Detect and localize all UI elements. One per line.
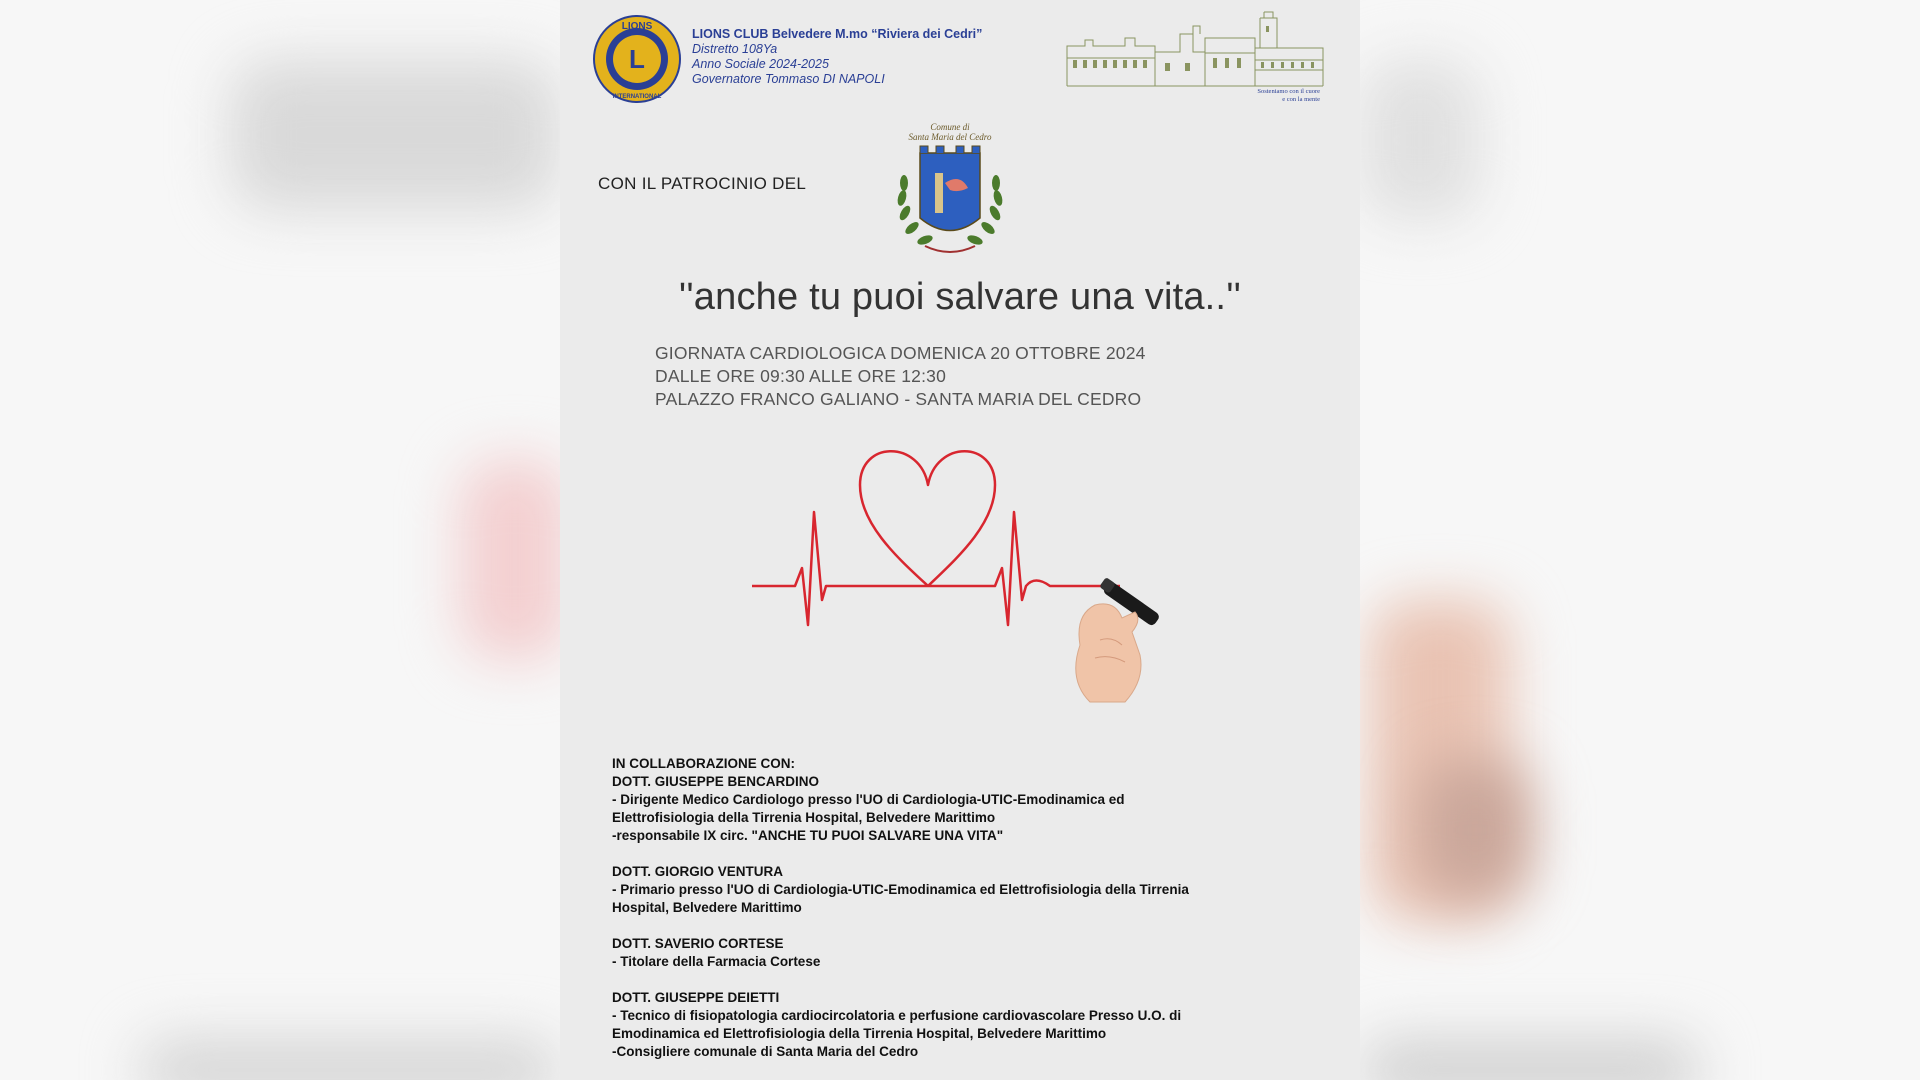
event-title: ''anche tu puoi salvare una vita..'' <box>678 276 1242 318</box>
doctor-name: DOTT. SAVERIO CORTESE <box>612 936 784 951</box>
comune-name-line: Santa Maria del Cedro <box>908 132 992 142</box>
doctor-entry <box>612 863 1312 917</box>
collaboration-heading: IN COLLABORAZIONE CON: <box>612 756 795 771</box>
club-governor: Governatore Tommaso DI NAPOLI <box>692 72 885 86</box>
doctor-role-line: -responsabile IX circ. "ANCHE TU PUOI SALVARE UNA VITA" <box>612 828 1004 843</box>
club-year: Anno Sociale 2024-2025 <box>692 57 829 71</box>
event-poster <box>560 0 1360 1080</box>
doctor-role-line: - Dirigente Medico Cardiologo presso l'UO di Cardiologia-UTIC-Emodinamica ed <box>612 792 1125 807</box>
comune-name <box>880 122 1020 142</box>
collaboration-section <box>612 755 1312 1079</box>
palazzo-caption-line: e con la mente <box>1282 96 1320 103</box>
club-district: Distretto 108Ya <box>692 42 778 56</box>
lions-logo-letter: L <box>629 44 645 74</box>
doctor-entry <box>612 989 1312 1061</box>
comune-crest <box>880 118 1020 263</box>
doctor-role-line: Hospital, Belvedere Marittimo <box>612 900 802 915</box>
doctor-entry <box>612 935 1312 971</box>
doctor-role-line: -Consigliere comunale di Santa Maria del Cedro <box>612 1044 919 1059</box>
doctor-role-line: - Tecnico di fisiopatologia cardiocircolatoria e perfusione cardiovascolare Presso U.O. di <box>612 1008 1182 1023</box>
doctor-entry <box>612 773 1312 845</box>
doctor-role-line: - Titolare della Farmacia Cortese <box>612 954 821 969</box>
background-blur-shape <box>1360 1040 1700 1080</box>
lions-club-logo <box>592 14 682 104</box>
background-blur-shape <box>1360 60 1480 220</box>
lions-logo-bottom-text: INTERNATIONAL <box>612 94 662 100</box>
club-info <box>692 27 982 87</box>
background-blur-shape <box>140 1040 560 1080</box>
hand-with-marker-icon <box>1076 577 1161 702</box>
doctor-name: DOTT. GIUSEPPE BENCARDINO <box>612 774 820 789</box>
doctor-list <box>612 773 1312 1061</box>
comune-name-line: Comune di <box>930 122 970 132</box>
club-name: LIONS CLUB Belvedere M.mo “Riviera dei Cedri” <box>692 27 983 41</box>
heartbeat-line <box>752 451 1120 625</box>
background-blur-shape <box>230 60 560 210</box>
doctor-role-line: Emodinamica ed Elettrofisiologia della Tirrenia Hospital, Belvedere Marittimo <box>612 1026 1107 1041</box>
doctor-name: DOTT. GIORGIO VENTURA <box>612 864 784 879</box>
background-blur-shape <box>1420 760 1530 900</box>
doctor-role-line: - Primario presso l'UO di Cardiologia-UTIC-Emodinamica ed Elettrofisiologia della Tirrenia <box>612 882 1189 897</box>
patronage-label: CON IL PATROCINIO DEL <box>598 174 807 193</box>
lions-logo-top-text: LIONS <box>621 21 653 32</box>
palazzo-caption <box>1190 88 1320 104</box>
background-blur-shape <box>460 460 570 660</box>
event-details <box>655 342 1146 411</box>
event-time-line: DALLE ORE 09:30 ALLE ORE 12:30 <box>655 366 947 386</box>
doctor-name: DOTT. GIUSEPPE DEIETTI <box>612 990 780 1005</box>
palazzo-drawing <box>1065 8 1325 88</box>
event-date-line: GIORNATA CARDIOLOGICA DOMENICA 20 OTTOBRE 2024 <box>655 343 1146 363</box>
event-location-line: PALAZZO FRANCO GALIANO - SANTA MARIA DEL CEDRO <box>655 389 1142 409</box>
heart-ekg-illustration <box>750 440 1170 710</box>
doctor-role-line: Elettrofisiologia della Tirrenia Hospital, Belvedere Marittimo <box>612 810 996 825</box>
palazzo-caption-line: Sosteniamo con il cuore <box>1257 88 1320 95</box>
